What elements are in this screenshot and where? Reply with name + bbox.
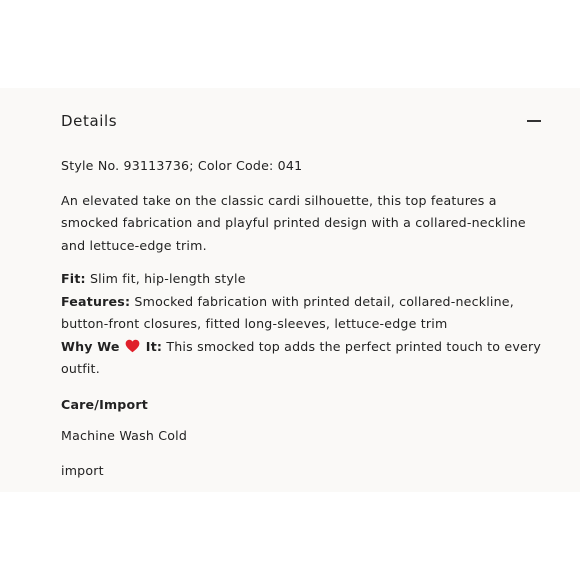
features-value: Smocked fabrication with printed detail, collared-neckline, button-front closures, fitted long-sleeves, lettuce-edge trim: [61, 293, 514, 331]
minus-icon[interactable]: [526, 113, 542, 129]
details-title: Details: [61, 112, 118, 130]
care-wash: Machine Wash Cold: [61, 428, 188, 443]
product-description: An elevated take on the classic cardi silhouette, this top features a smocked fabrication and playful printed design with a collared-neckline and lettuce-edge trim.: [61, 192, 526, 253]
care-import-heading: Care/Import: [61, 396, 148, 412]
why-line: [61, 336, 541, 381]
heart-icon: [125, 339, 140, 353]
fit-value: Slim fit, hip-length style: [85, 271, 246, 286]
details-content: [61, 155, 541, 482]
why-label: Why We It:: [61, 338, 163, 354]
features-line: [61, 291, 541, 336]
style-number: Style No. 93113736; Color Code: 041: [61, 158, 303, 173]
fit-line: [61, 268, 541, 291]
details-panel: [0, 88, 580, 492]
details-header[interactable]: [61, 110, 542, 132]
why-value: This smocked top adds the perfect printed touch to every outfit.: [61, 338, 541, 376]
fit-label: Fit:: [61, 271, 86, 286]
features-label: Features:: [61, 293, 131, 309]
care-import: import: [61, 462, 104, 478]
spec-block: [61, 268, 541, 381]
